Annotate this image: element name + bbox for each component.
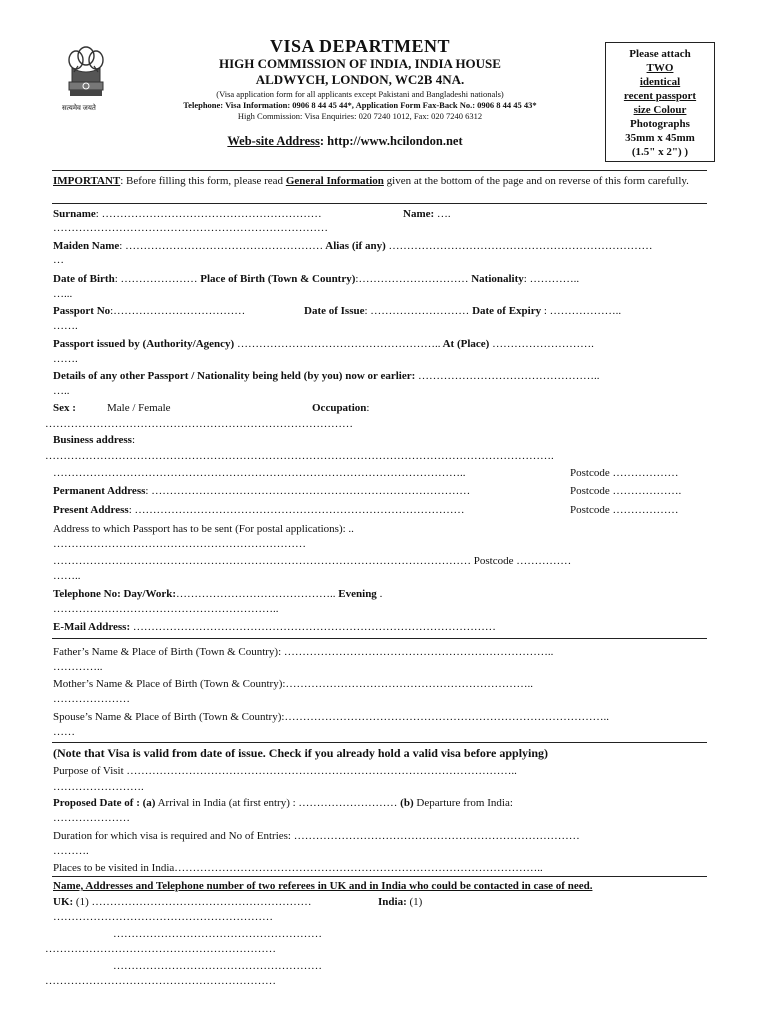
nationality-label: Nationality [468, 273, 524, 285]
other-passport-field[interactable]: ………………………………………….. [415, 370, 600, 382]
occupation-field[interactable]: : [366, 402, 370, 414]
referee-india-row [378, 896, 422, 908]
postal-line3-field[interactable]: …………………………………………………………………………………………………… [53, 555, 471, 567]
referee-line-b[interactable]: ………………………………………………… [113, 928, 322, 940]
postal-line3 [53, 555, 571, 567]
divider [52, 170, 707, 171]
places-row [53, 862, 543, 874]
father-field[interactable]: ……………………………………………………………….. [281, 646, 554, 658]
passport-line2[interactable]: ……. [53, 320, 78, 332]
business-row [53, 434, 135, 446]
spouse-row [53, 711, 609, 723]
issue-label: Date of Issue [304, 305, 365, 317]
sex-label-text: Sex : [53, 402, 76, 414]
father-row [53, 646, 553, 658]
other-passport-row [53, 370, 600, 382]
referee-uk-row [53, 896, 312, 908]
purpose-field[interactable]: …………………………………………………………………………………………….. [123, 765, 517, 777]
photo-box [605, 42, 715, 162]
pob-label: Place of Birth (Town & Country) [197, 273, 356, 285]
issued-line2[interactable]: ……. [53, 353, 78, 365]
sex-options[interactable]: Male / Female [107, 402, 171, 414]
at-place-field[interactable]: ………………………. [489, 338, 594, 350]
permanent-field[interactable]: : …………………………………………………………………………… [145, 485, 471, 497]
postal-label: Address to which Passport has to be sent (For postal applications): .. [53, 523, 354, 535]
present-row [53, 504, 465, 516]
visa-validity-note: (Note that Visa is valid from date of issue. Check if you already hold a valid visa before applying) [53, 746, 549, 760]
arrival-field[interactable]: : ……………………… [289, 797, 398, 809]
nationality-field[interactable]: : ………….. [523, 273, 580, 285]
website-value[interactable]: : http://www.hcilondon.net [319, 134, 463, 148]
evening-field[interactable]: . [376, 588, 383, 600]
expiry-field[interactable]: : ……………….. [541, 305, 622, 317]
business-label: Business address [53, 434, 132, 446]
surname-line2[interactable]: ………………………………………………………………… [53, 222, 328, 234]
website-label: Web-site Address [227, 134, 320, 148]
mother-label: Mother’s Name & Place of Birth (Town & Country): [53, 678, 286, 690]
header-commission: High Commission: Visa Enquiries: 020 7240 1012, Fax: 020 7240 6312 [237, 111, 483, 121]
page-title: VISA DEPARTMENT [269, 36, 451, 56]
purpose-label: Purpose of Visit [53, 765, 124, 777]
surname-row [53, 208, 322, 220]
name-field[interactable]: …. [434, 208, 451, 220]
important-text2: given at the bottom of the page and on reverse of this form carefully. [383, 175, 689, 187]
referee-uk-label: UK: [53, 896, 74, 908]
postal-line2[interactable]: …………………………………………………………… [53, 538, 306, 550]
mother-row [53, 678, 533, 690]
proposed-b: (b) [397, 797, 414, 809]
emblem-caption: सत्यमेव जयते [62, 104, 96, 112]
purpose-row [53, 765, 517, 777]
maiden-label: Maiden Name [53, 240, 120, 252]
issued-by-field[interactable]: ……………………………………………….. [234, 338, 441, 350]
email-field[interactable]: ……………………………………………………………………………………… [130, 621, 496, 633]
photo-line7: 35mm x 45mm [625, 132, 695, 144]
pob-field[interactable]: :………………………… [355, 273, 469, 285]
website-address [0, 134, 690, 149]
surname-label: Surname [53, 208, 96, 220]
surname-field[interactable]: : …………………………………………………… [95, 208, 322, 220]
referee-india-number: (1) [406, 896, 423, 908]
dob-row [53, 273, 579, 285]
name-label: Name: [403, 208, 435, 220]
photo-line3: identical [639, 76, 681, 88]
photo-line4: recent passport [623, 90, 697, 102]
dob-label: Date of Birth [53, 273, 115, 285]
divider [52, 638, 707, 639]
photo-line1: Please attach [629, 48, 691, 60]
places-label: Places to be visited in India [53, 862, 175, 874]
divider [52, 742, 707, 743]
purpose-line2[interactable]: ……………………. [53, 781, 144, 793]
departure-label: Departure from India: [413, 797, 513, 809]
mother-field[interactable]: ………………………………………………………….. [285, 678, 533, 690]
spouse-line2[interactable]: …… [53, 726, 75, 738]
proposed-row [53, 797, 513, 809]
father-line2[interactable]: ………….. [53, 661, 103, 673]
important-note [53, 175, 708, 188]
duration-label: Duration for which visa is required and No of Entries: [53, 830, 291, 842]
email-label: E-Mail Address: [53, 621, 131, 633]
divider [52, 876, 707, 877]
places-field[interactable]: ……………………………………………………………………………………….. [174, 862, 543, 874]
other-passport-label: Details of any other Passport / Nationality being held (by you) now or earlier: [53, 370, 416, 382]
proposed-a: (a) [139, 797, 156, 809]
header-note: (Visa application form for all applicants except Pakistani and Bangladeshi nationals) [216, 89, 504, 99]
issued-row [53, 338, 594, 350]
telephone-row [53, 588, 382, 600]
referee-line-e[interactable]: ……………………………………………………… [45, 975, 276, 987]
dob-field[interactable]: : ………………… [114, 273, 198, 285]
referee-line-c[interactable]: ……………………………………………………… [45, 943, 276, 955]
occupation-line2[interactable]: ………………………………………………………………………… [45, 418, 353, 430]
dob-line2[interactable]: …... [53, 288, 73, 300]
name-row [403, 208, 451, 220]
present-field[interactable]: : ……………………………………………………………………………… [128, 504, 465, 516]
permanent-row [53, 485, 470, 497]
general-information-link: General Information [285, 175, 384, 187]
business-line1[interactable]: …………………………………………………………………………………………………………………………. [45, 450, 554, 462]
other-line2[interactable]: ….. [53, 385, 70, 397]
referee-line-d[interactable]: ………………………………………………… [113, 960, 322, 972]
telephone-day-label: Telephone No: Day/Work: [53, 588, 177, 600]
expiry-label: Date of Expiry [469, 305, 542, 317]
postcode-present[interactable]: Postcode ……………… [570, 504, 679, 516]
business-colon: : [131, 434, 136, 446]
permanent-label: Permanent Address [53, 485, 146, 497]
proposed-line2[interactable]: ………………… [53, 812, 130, 824]
referee-uk-number: (1) [73, 896, 89, 908]
postal-line4[interactable]: …….. [53, 570, 81, 582]
mother-line2[interactable]: ………………… [53, 693, 130, 705]
referee-india-label: India: [378, 896, 407, 908]
duration-field[interactable]: …………………………………………………………………… [290, 830, 580, 842]
alias-field[interactable]: ……………………………………………………………… [385, 240, 653, 252]
at-place-label: At (Place) [440, 338, 490, 350]
duration-line2[interactable]: ………. [53, 845, 89, 857]
email-row [53, 621, 496, 633]
telephone-day-field[interactable]: …………………………………….. [176, 588, 336, 600]
present-label: Present Address [53, 504, 129, 516]
photo-line5: size Colour [633, 104, 687, 116]
alias-label: Alias (if any) [323, 240, 386, 252]
issue-row [304, 305, 621, 317]
photo-line2: TWO [646, 62, 674, 74]
maiden-field[interactable]: : ……………………………………………… [119, 240, 324, 252]
referee-uk-field[interactable]: …………………………………………………… [88, 896, 312, 908]
important-label: IMPORTANT [53, 175, 121, 187]
referee-line-a[interactable]: …………………………………………………… [53, 911, 273, 923]
header-line1: HIGH COMMISSION OF INDIA, INDIA HOUSE [219, 56, 501, 71]
passport-label: Passport No [53, 305, 111, 317]
occupation-row [312, 402, 369, 414]
issued-by-label: Passport issued by (Authority/Agency) [53, 338, 235, 350]
photo-line6: Photographs [630, 118, 690, 130]
postcode-postal[interactable]: Postcode …………… [471, 555, 572, 567]
arrival-label: Arrival in India (at first entry) [155, 797, 290, 809]
proposed-label: Proposed Date of : [53, 797, 140, 809]
postcode-permanent[interactable]: Postcode ………………. [570, 485, 682, 497]
duration-row [53, 830, 580, 842]
evening-label: Evening [335, 588, 377, 600]
referees-heading: Name, Addresses and Telephone number of two referees in UK and in India who could be contacted in case of need. [53, 880, 593, 892]
occupation-label: Occupation [312, 402, 367, 414]
spouse-label: Spouse’s Name & Place of Birth (Town & Country): [53, 711, 285, 723]
divider [52, 203, 707, 204]
postcode-business[interactable]: Postcode ……………… [570, 467, 679, 479]
father-label: Father’s Name & Place of Birth (Town & Country): [53, 646, 282, 658]
header-line2: ALDWYCH, LONDON, WC2B 4NA. [255, 72, 465, 87]
telephone-line2[interactable]: …………………………………………………….. [53, 603, 279, 615]
header-telephone: Telephone: Visa Information: 0906 8 44 45 44*, Application Form Fax-Back No.: 0906 8 44 45 43* [183, 100, 537, 110]
sex-label [53, 402, 76, 414]
spouse-field[interactable]: …………………………………………………………………………….. [284, 711, 609, 723]
issue-field[interactable]: : ……………………… [364, 305, 470, 317]
business-line2[interactable]: ………………………………………………………………………………………………….. [53, 467, 466, 479]
passport-field[interactable]: :……………………………… [110, 305, 246, 317]
passport-row [53, 305, 245, 317]
maiden-line2[interactable]: … [53, 254, 64, 266]
photo-line8: (1.5" x 2") ) [631, 146, 689, 158]
maiden-row [53, 240, 653, 252]
important-text1: : Before filling this form, please read [120, 175, 286, 187]
